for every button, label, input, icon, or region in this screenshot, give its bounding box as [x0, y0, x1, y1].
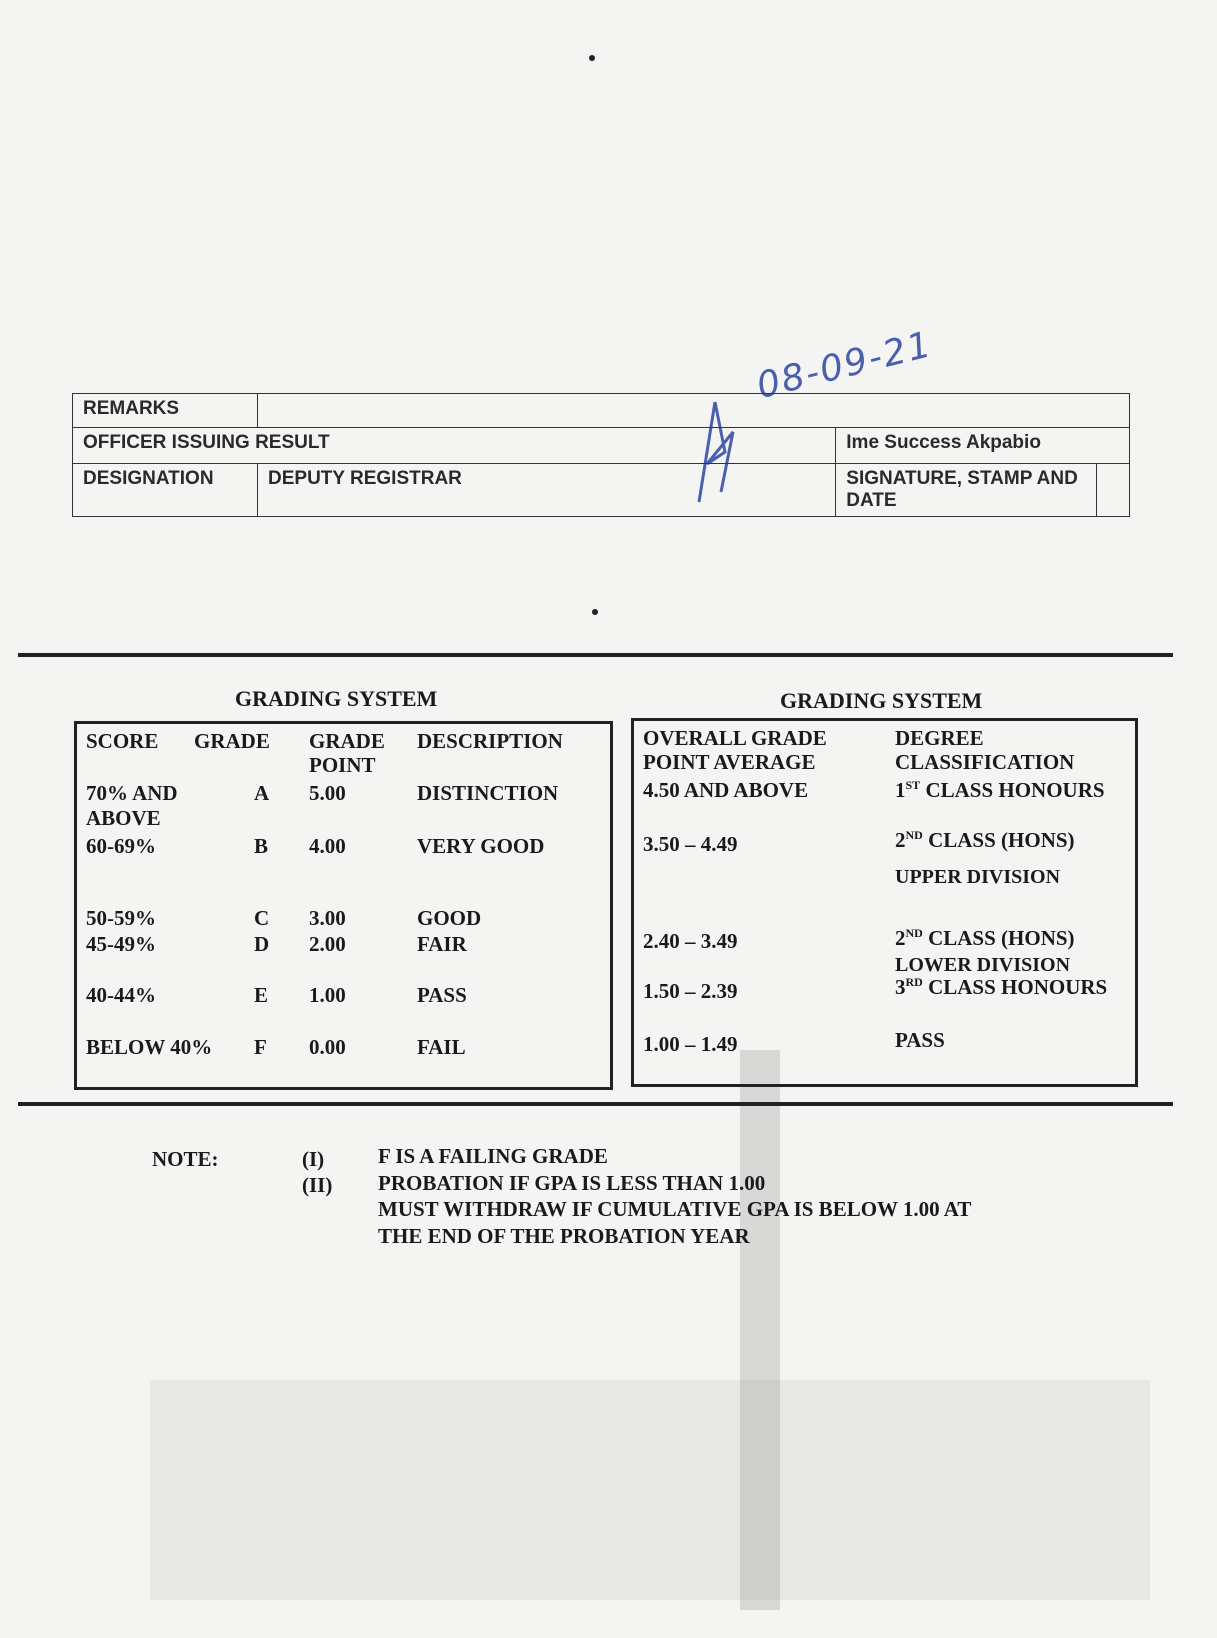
class-ordinal: ND	[905, 828, 923, 842]
scan-speck	[589, 55, 595, 61]
grade-cell: B	[254, 834, 269, 858]
signature-value	[1097, 464, 1130, 517]
class-number: 2	[895, 828, 906, 852]
header-classification: DEGREE CLASSIFICATION	[895, 726, 1075, 775]
classification-cell	[895, 975, 1107, 1000]
handwritten-date: 08-09-21	[752, 323, 937, 408]
point-cell: 4.00	[309, 834, 346, 858]
signature-label: SIGNATURE, STAMP AND DATE	[836, 464, 1097, 517]
class-text: CLASS HONOURS	[928, 975, 1108, 999]
bottom-rule	[18, 1102, 1173, 1106]
remarks-label: REMARKS	[73, 394, 258, 428]
header-grade: GRADE	[194, 729, 270, 753]
point-cell: 0.00	[309, 1035, 346, 1059]
scan-speck	[592, 609, 598, 615]
classification-cell	[895, 778, 1105, 803]
grade-cell: C	[254, 906, 270, 930]
header-score: SCORE	[86, 729, 159, 753]
officer-value: Ime Success Akpabio	[836, 428, 1130, 464]
class-number: 1	[895, 778, 906, 802]
note-continuation: MUST WITHDRAW IF CUMULATIVE GPA IS BELOW 1.00 AT	[378, 1197, 972, 1221]
point-cell: 5.00	[309, 781, 346, 805]
score-cell: 60-69%	[86, 834, 156, 858]
score-cell: 50-59%	[86, 906, 156, 930]
grade-cell: E	[254, 983, 269, 1007]
description-cell: FAIL	[417, 1035, 466, 1059]
grade-cell: A	[254, 781, 270, 805]
right-grading-heading: GRADING SYSTEM	[780, 688, 983, 713]
gpa-cell: 1.00 – 1.49	[643, 1032, 738, 1056]
class-text: CLASS (HONS)	[928, 926, 1075, 950]
class-ordinal: ND	[905, 926, 923, 940]
note-marker: (II)	[302, 1173, 333, 1197]
note-label: NOTE:	[152, 1147, 219, 1171]
point-cell: 1.00	[309, 983, 346, 1007]
header-grade-point: GRADE POINT	[309, 729, 385, 778]
score-cell: 70% AND ABOVE	[86, 781, 178, 831]
gpa-cell: 3.50 – 4.49	[643, 832, 738, 856]
point-cell: 2.00	[309, 932, 346, 956]
class-ordinal: ST	[905, 778, 921, 792]
class-number: 3	[895, 975, 906, 999]
grade-cell: F	[254, 1035, 267, 1059]
class-subtext: LOWER DIVISION	[895, 954, 1071, 976]
class-text: CLASS HONOURS	[925, 778, 1105, 802]
note-text: PROBATION IF GPA IS LESS THAN 1.00	[378, 1171, 766, 1195]
header-gpa: OVERALL GRADE POINT AVERAGE	[643, 726, 827, 775]
scan-smudge	[150, 1380, 1150, 1600]
note-text: F IS A FAILING GRADE	[378, 1144, 608, 1168]
class-subtext: UPPER DIVISION	[895, 866, 1061, 888]
officer-label: OFFICER ISSUING RESULT	[73, 428, 836, 464]
designation-label: DESIGNATION	[73, 464, 258, 517]
description-cell: GOOD	[417, 906, 482, 930]
class-text: PASS	[895, 1028, 945, 1052]
score-cell: 45-49%	[86, 932, 156, 956]
gpa-cell: 4.50 AND ABOVE	[643, 778, 809, 802]
description-cell: DISTINCTION	[417, 781, 559, 805]
officer-table	[72, 393, 1130, 517]
header-description: DESCRIPTION	[417, 729, 563, 753]
classification-cell	[895, 926, 1075, 951]
designation-value: DEPUTY REGISTRAR	[258, 464, 836, 517]
description-cell: FAIR	[417, 932, 467, 956]
score-cell: 40-44%	[86, 983, 156, 1007]
score-cell: BELOW 40%	[86, 1035, 213, 1059]
top-rule	[18, 653, 1173, 657]
class-ordinal: RD	[905, 975, 923, 989]
classification-cell	[895, 828, 1075, 853]
grade-cell: D	[254, 932, 270, 956]
note-marker: (I)	[302, 1147, 325, 1171]
description-cell: VERY GOOD	[417, 834, 545, 858]
classification-cell	[895, 1028, 945, 1053]
gpa-cell: 1.50 – 2.39	[643, 979, 738, 1003]
point-cell: 3.00	[309, 906, 346, 930]
left-grading-heading: GRADING SYSTEM	[235, 686, 438, 711]
description-cell: PASS	[417, 983, 467, 1007]
note-continuation: THE END OF THE PROBATION YEAR	[378, 1224, 750, 1248]
gpa-cell: 2.40 – 3.49	[643, 929, 738, 953]
class-number: 2	[895, 926, 906, 950]
remarks-value	[258, 394, 1130, 428]
class-text: CLASS (HONS)	[928, 828, 1075, 852]
